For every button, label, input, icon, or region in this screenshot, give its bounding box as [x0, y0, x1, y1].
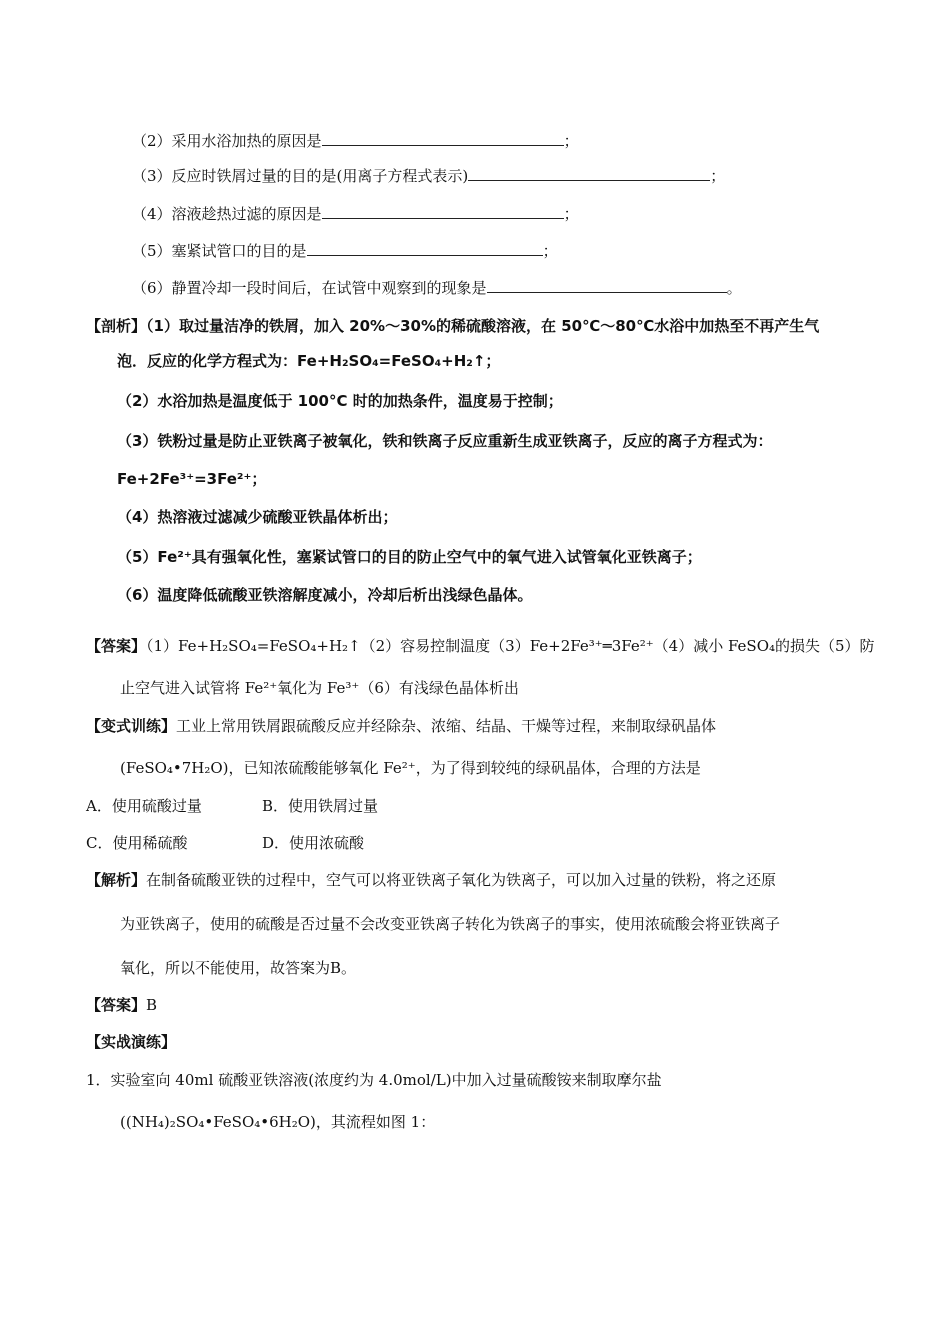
- question-text: 溶液趁热过滤的原因是: [171, 205, 322, 223]
- question-number: （6）: [132, 279, 172, 297]
- question-number: （2）: [132, 132, 172, 150]
- analysis-line-4: （3）铁粉过量是防止亚铁离子被氧化，铁和铁离子反应重新生成亚铁离子，反应的离子方程式为：: [117, 432, 773, 450]
- practice-question-line-2: ((NH₄)₂SO₄•FeSO₄•6H₂O)，其流程如图 1：: [120, 1113, 436, 1131]
- option-a[interactable]: A．使用硫酸过量: [86, 797, 202, 815]
- answer-tag: 【答案】: [86, 996, 147, 1014]
- analysis-tag: 【剖析】: [86, 317, 147, 335]
- explain-line-2: 为亚铁离子，使用的硫酸是否过量不会改变亚铁离子转化为铁离子的事实，使用浓硫酸会将亚铁离子: [120, 915, 781, 933]
- analysis-line-8: （6）温度降低硫酸亚铁溶解度减小，冷却后析出浅绿色晶体。: [117, 586, 533, 604]
- question-3: （3）反应时铁屑过量的目的是(用离子方程式表示) ；: [132, 167, 726, 185]
- question-number: （5）: [132, 242, 172, 260]
- option-c[interactable]: C．使用稀硫酸: [86, 834, 188, 852]
- answer-line-2: 止空气进入试管将 Fe²⁺氧化为 Fe³⁺（6）有浅绿色晶体析出: [120, 679, 519, 697]
- analysis-line-3: （2）水浴加热是温度低于 100°C 时的加热条件，温度易于控制；: [117, 392, 563, 410]
- variant-line-1: 【变式训练】工业上常用铁屑跟硫酸反应并经除杂、浓缩、结晶、干燥等过程，来制取绿矾晶体: [86, 717, 717, 735]
- question-number: （4）: [132, 205, 172, 223]
- analysis-line-7: （5）Fe²⁺具有强氧化性，塞紧试管口的目的防止空气中的氧气进入试管氧化亚铁离子；: [117, 548, 702, 566]
- analysis-line-2: 泡．反应的化学方程式为：Fe+H₂SO₄=FeSO₄+H₂↑；: [117, 352, 501, 370]
- analysis-line-6: （4）热溶液过滤减少硫酸亚铁晶体析出；: [117, 508, 398, 526]
- answer-value: B: [146, 996, 158, 1014]
- analysis-line-1: 【剖析】（1）取过量洁净的铁屑，加入 20%～30%的稀硫酸溶液，在 50℃～80℃水浴中加热至不再产生气: [86, 317, 820, 335]
- answer-blank[interactable]: [322, 131, 564, 146]
- explain-line-1: 【解析】在制备硫酸亚铁的过程中，空气可以将亚铁离子氧化为铁离子，可以加入过量的铁粉，将之还原: [86, 871, 777, 889]
- variant-line-2: (FeSO₄•7H₂O)，已知浓硫酸能够氧化 Fe²⁺，为了得到较纯的绿矾晶体，合理的方法是: [120, 759, 701, 777]
- answer-blank[interactable]: [468, 166, 710, 181]
- explain-tag: 【解析】: [86, 871, 147, 889]
- question-text: 静置冷却一段时间后，在试管中观察到的现象是: [171, 279, 487, 297]
- question-2: （2）采用水浴加热的原因是 ；: [132, 132, 579, 150]
- variant-tag: 【变式训练】: [86, 717, 177, 735]
- question-6: （6）静置冷却一段时间后，在试管中观察到的现象是 。: [132, 279, 742, 297]
- answer-blank[interactable]: [487, 278, 727, 293]
- question-text: 塞紧试管口的目的是: [171, 242, 307, 260]
- answer-2: [86, 995, 157, 1015]
- question-5: （5）塞紧试管口的目的是 ；: [132, 242, 558, 260]
- question-text: 反应时铁屑过量的目的是(用离子方程式表示): [171, 167, 469, 185]
- practice-heading: 【实战演练】: [86, 1033, 177, 1051]
- practice-question-line-1: 1．实验室向 40ml 硫酸亚铁溶液(浓度约为 4.0mol/L)中加入过量硫酸铵来制取摩尔盐: [86, 1071, 662, 1089]
- question-number: （3）: [132, 167, 172, 185]
- answer-blank[interactable]: [322, 204, 564, 219]
- question-text: 采用水浴加热的原因是: [171, 132, 322, 150]
- explain-line-3: 氧化，所以不能使用，故答案为B。: [120, 959, 357, 977]
- option-b[interactable]: B．使用铁屑过量: [262, 797, 379, 815]
- option-d[interactable]: D．使用浓硫酸: [262, 834, 365, 852]
- ionic-equation: Fe+2Fe³⁺=3Fe²⁺；: [117, 470, 267, 488]
- chemical-equation: Fe+H₂SO₄=FeSO₄+H₂↑；: [297, 352, 501, 370]
- question-4: （4）溶液趁热过滤的原因是 ；: [132, 205, 579, 223]
- answer-tag: 【答案】: [86, 637, 147, 655]
- answer-line-1: 【答案】（1）Fe+H₂SO₄=FeSO₄+H₂↑（2）容易控制温度（3）Fe+2Fe³⁺═3Fe²⁺（4）减小 FeSO₄的损失（5）防: [86, 637, 875, 655]
- answer-blank[interactable]: [307, 241, 543, 256]
